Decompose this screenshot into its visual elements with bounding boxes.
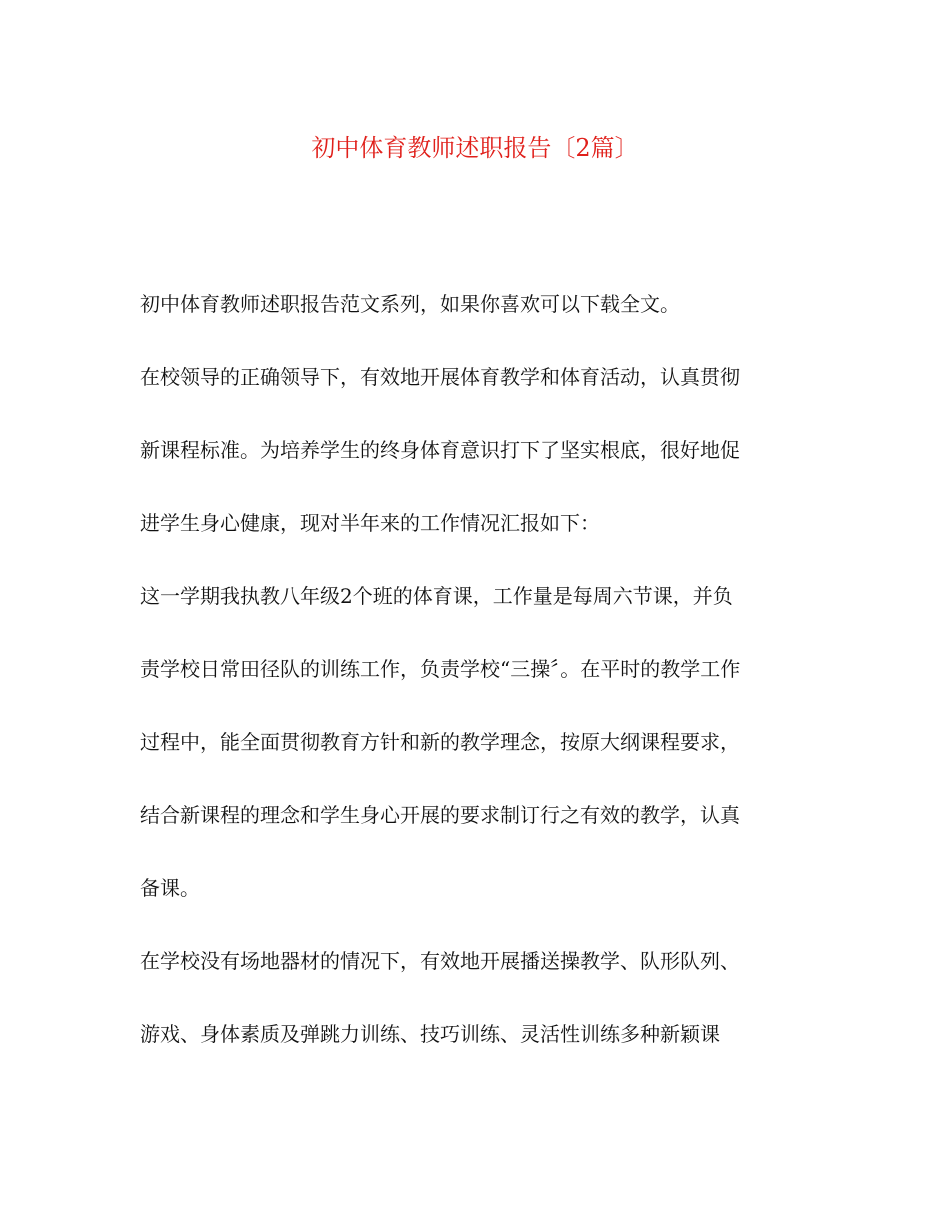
- paragraph-line: 过程中，能全面贯彻教育方针和新的教学理念，按原大纲课程要求，: [140, 730, 740, 754]
- paragraph-line: 在学校没有场地器材的情况下，有效地开展播送操教学、队形队列、: [140, 949, 740, 973]
- paragraph-line: 这一学期我执教八年级2个班的体育课，工作量是每周六节课，并负: [140, 584, 733, 608]
- paragraph-line: 在校领导的正确领导下，有效地开展体育教学和体育活动，认真贯彻: [140, 365, 740, 389]
- paragraph-line: 结合新课程的理念和学生身心开展的要求制订行之有效的教学，认真: [140, 803, 740, 827]
- document-title: 初中体育教师述职报告〔2篇〕: [311, 134, 639, 162]
- paragraph-line: 备课。: [140, 876, 200, 900]
- paragraph-line: 进学生身心健康，现对半年来的工作情况汇报如下：: [140, 511, 600, 535]
- paragraph-line: 游戏、身体素质及弹跳力训练、技巧训练、灵活性训练多种新颖课: [140, 1022, 720, 1046]
- intro-line: 初中体育教师述职报告范文系列，如果你喜欢可以下载全文。: [140, 292, 680, 316]
- paragraph-line: 新课程标准。为培养学生的终身体育意识打下了坚实根底，很好地促: [140, 438, 740, 462]
- paragraph-line: 责学校日常田径队的训练工作，负责学校“三操〞。在平时的教学工作: [140, 657, 741, 681]
